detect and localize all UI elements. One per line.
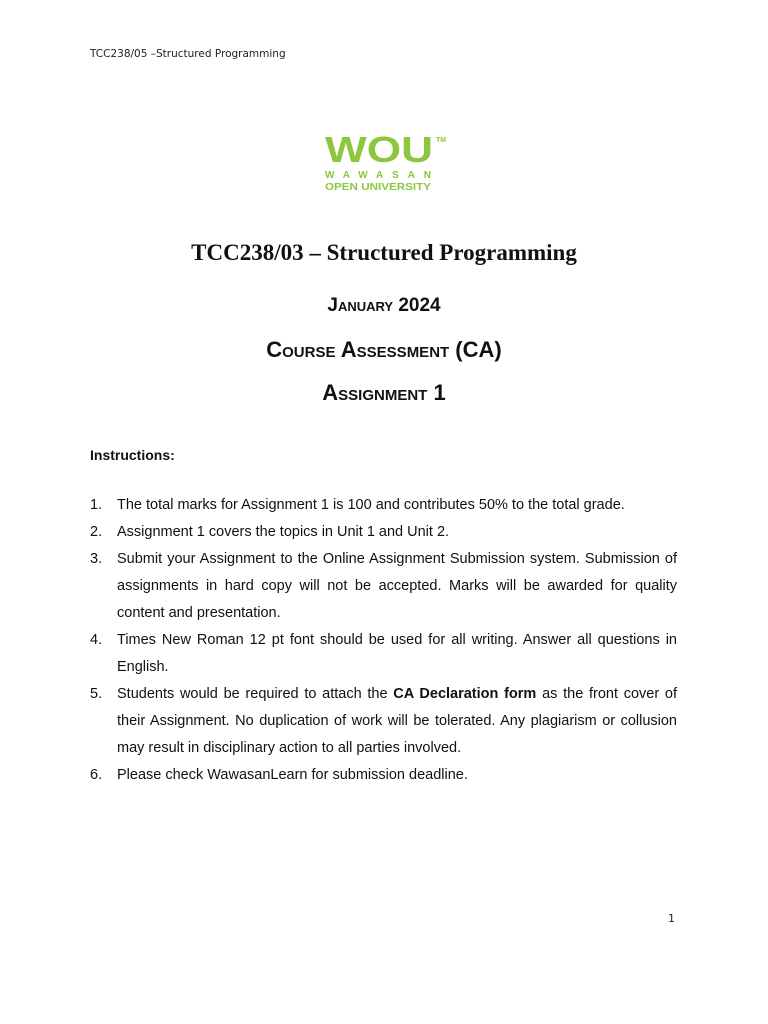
list-item — [90, 762, 677, 789]
list-item-text: Times New Roman 12 pt font should be used for all writing. Answer all questions in English. — [117, 632, 677, 675]
list-item — [90, 519, 677, 546]
logo-trademark: TM — [436, 137, 447, 144]
instructions-list — [90, 492, 677, 789]
list-item-text: Please check WawasanLearn for submission deadline. — [117, 767, 468, 783]
list-item-text-before: Students would be required to attach the — [117, 686, 394, 702]
list-item-number: 6. — [90, 767, 103, 783]
list-item — [90, 546, 677, 627]
list-item — [90, 627, 677, 681]
logo-mark: WOU — [325, 132, 433, 170]
list-item-number: 4. — [90, 632, 103, 648]
list-item-text-after: as the front cover of their Assignment. No duplication of work will be tolerated. Any plagiarism or collusion may result in disciplinary action to all parties involved. — [117, 686, 678, 756]
assignment-heading: Assignment 1 — [322, 380, 446, 405]
list-item-text: Assignment 1 covers the topics in Unit 1 and Unit 2. — [117, 524, 450, 540]
instructions-label: Instructions: — [90, 447, 175, 463]
course-title: TCC238/03 – Structured Programming — [191, 240, 577, 265]
logo-line-wawasan: WAWASAN — [325, 170, 431, 181]
list-item — [90, 681, 677, 762]
list-item-number: 5. — [90, 686, 103, 702]
list-item-text: Submit your Assignment to the Online Assignment Submission system. Submission of assignments in hard copy will not be accepted. Marks will be awarded for quality content and presentation. — [117, 551, 677, 621]
wou-logo — [323, 132, 453, 194]
list-item-number: 3. — [90, 551, 103, 567]
list-item-number: 2. — [90, 524, 103, 540]
page-number: 1 — [668, 912, 675, 925]
assessment-heading: Course Assessment (CA) — [266, 337, 502, 362]
running-header: TCC238/05 –Structured Programming — [90, 48, 286, 60]
list-item-text: The total marks for Assignment 1 is 100 and contributes 50% to the total grade. — [117, 497, 625, 513]
list-item-number: 1. — [90, 497, 103, 513]
term-heading: January 2024 — [327, 295, 441, 316]
ca-declaration-form-emphasis: CA Declaration form — [393, 686, 537, 702]
list-item — [90, 492, 677, 519]
logo-line-open-university: OPEN UNIVERSITY — [325, 182, 432, 193]
